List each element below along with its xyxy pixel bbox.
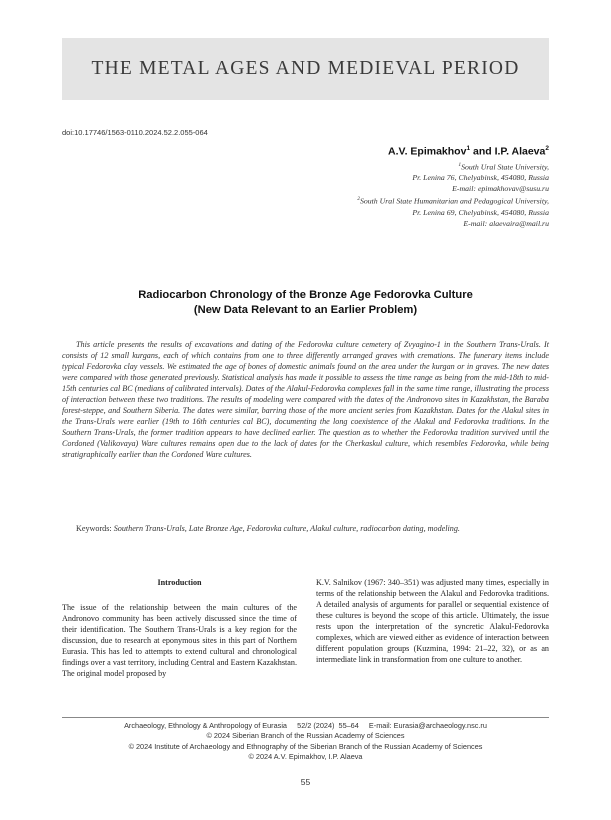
section-title: THE METAL AGES AND MEDIEVAL PERIOD [91, 58, 520, 79]
body-column-left [62, 577, 297, 679]
author-1-sup: 1 [466, 145, 471, 152]
intro-paragraph-right: K.V. Salnikov (1967: 340–351) was adjusted many times, especially in terms of the relationship between the Alakul and Fedorovka traditions. A detailed analysis of arguments for parallel or sequential existence of these cultures is beyond the scope of this article. Ultimately, the issue rests upon the interpretation of the syncretic Alakul-Fedorovka complexes, which are viewed either as evidence of interaction between different population groups (Kuzmina, 1994: 21–22, 32), or as an intermediate link in transformation from one culture to another. [316, 578, 549, 665]
footer-copyright-2: © 2024 Institute of Archaeology and Ethnography of the Siberian Branch of the Russian Academy of Sciences [128, 741, 483, 751]
keywords-label: Keywords: [76, 524, 114, 533]
affiliation-2-name: South Ural State Humanitarian and Pedagogical University, [359, 196, 549, 206]
authors-block [219, 142, 549, 229]
footer [62, 721, 549, 763]
intro-paragraph-left: The issue of the relationship between the main cultures of the Andronovo community has been actively discussed since the time of their identification. The Southern Trans-Urals is a key region for the discussion, due to research at eponymous sites in this part of Northern Eurasia. This has led to attempts to extend cultural and chronological findings over a vast territory, including Central and Eastern Kazakhstan. The original model proposed by [62, 603, 297, 679]
affiliation-2-sup: 2 [357, 196, 360, 203]
affiliation-1-address: Pr. Lenina 76, Chelyabinsk, 454080, Russia [412, 173, 549, 183]
author-2-sup: 2 [545, 145, 549, 152]
article-title-line-2: (New Data Relevant to an Earlier Problem) [193, 304, 418, 316]
doi-link[interactable]: doi:10.17746/1563-0110.2024.52.2.055-064 [62, 128, 208, 137]
article-title [62, 288, 549, 318]
affiliation-2 [219, 194, 549, 229]
body-column-right [316, 577, 549, 665]
affiliation-1-email[interactable]: E-mail: epimakhovav@susu.ru [452, 184, 549, 194]
affiliation-1 [219, 160, 549, 195]
affiliation-2-address: Pr. Lenina 69, Chelyabinsk, 454080, Russia [412, 207, 549, 217]
footer-copyright-3: © 2024 A.V. Epimakhov, I.P. Alaeva [248, 752, 363, 762]
affiliation-1-name: South Ural State University, [461, 162, 549, 172]
author-2: I.P. Alaeva [494, 145, 546, 158]
article-title-line-1: Radiocarbon Chronology of the Bronze Age Fedorovka Culture [138, 289, 473, 301]
section-banner [62, 38, 549, 100]
affiliation-2-email[interactable]: E-mail: alaevaira@mail.ru [463, 218, 549, 228]
affiliation-1-sup: 1 [458, 161, 462, 168]
footer-copyright-1: © 2024 Siberian Branch of the Russian Academy of Sciences [206, 731, 405, 741]
footer-divider [62, 717, 549, 718]
section-heading-introduction: Introduction [157, 578, 202, 587]
keywords-text: Southern Trans-Urals, Late Bronze Age, Fedorovka culture, Alakul culture, radiocarbon dating, modeling. [113, 524, 460, 533]
page-number: 55 [300, 777, 311, 787]
footer-journal-line: Archaeology, Ethnology & Anthropology of Eurasia 52/2 (2024) 55–64 E-mail: Eurasia@archaeology.nsc.ru [124, 721, 487, 730]
authors-and: and [470, 145, 495, 158]
authors-line [219, 142, 549, 159]
keywords [62, 523, 549, 534]
abstract: This article presents the results of excavations and dating of the Fedorovka culture cemetery of Zvyagino-1 in the Southern Trans-Urals. It consists of 12 small kurgans, each of which contains from one to three differently arranged graves with cremations. The funerary items include typical Fedorovka clay vessels. We estimated the age of bones of domestic animals found on the area under the kurgan or in graves. The new dates were compared with those generated previously. Statistical analysis has made it possible to assess the time range as being from the mid-18th to mid-15th centuries cal BC (medians of calibrated intervals). Dates of the Alakul-Fedorovka complexes fall in the same time range, illustrating the process of interaction between these two traditions. The results of modeling were compared with the dates of the Andronovo sites in Kazakhstan, the Baraba forest-steppe, and Southern Siberia. The dates were similar, barring those of the more ancient series from Kazakhstan. Dates for the Alakul sites in the Trans-Urals were earlier (19th to 16th centuries cal BC), documenting the long coexistence of the Alakul and Fedorovka traditions. In the Southern Trans-Urals, the former tradition appears to have declined earlier. The question as to whether the Fedorovka tradition survived until the Cordoned (Valikovaya) Ware cultures remains open due to the lack of dates for the Cherkaskul culture, which resembles Fedorovka, while being stratigraphically earlier than the Cordoned Ware cultures. [62, 340, 549, 460]
author-1: A.V. Epimakhov [388, 145, 467, 158]
